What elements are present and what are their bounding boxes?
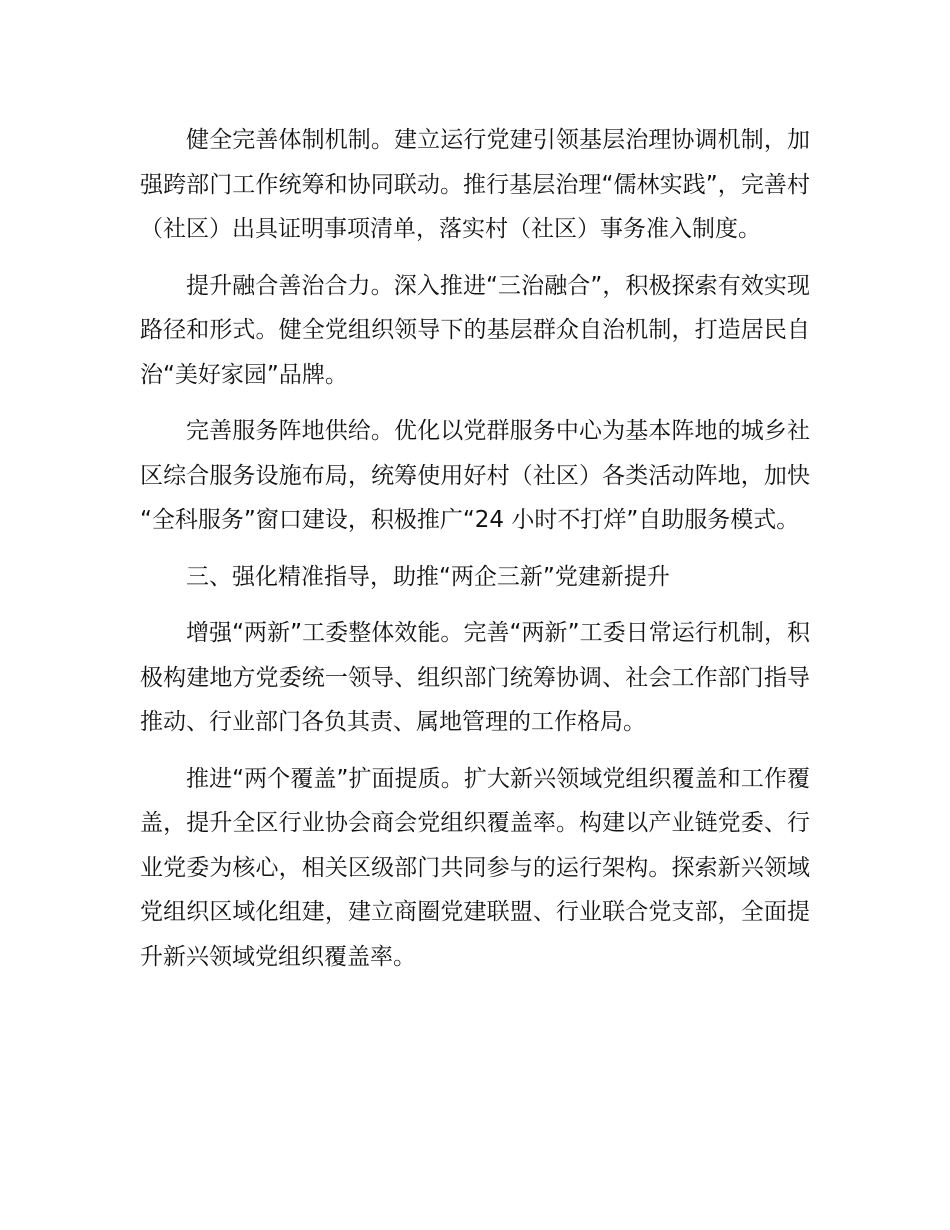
paragraph-governance-synergy: 提升融合善治合力。深入推进“三治融合”，积极探索有效实现路径和形式。健全党组织领导下的基层群众自治机制，打造居民自治“美好家园”品牌。 <box>140 272 810 388</box>
document-body <box>140 118 810 991</box>
paragraph-system-mechanism: 健全完善体制机制。建立运行党建引领基层治理协调机制，加强跨部门工作统筹和协同联动。推行基层治理“儒林实践”，完善村（社区）出具证明事项清单，落实村（社区）事务准入制度。 <box>140 127 810 242</box>
section-heading: 三、强化精准指导，助推“两企三新”党建新提升 <box>186 563 670 590</box>
paragraph-service-facilities: 完善服务阵地供给。优化以党群服务中心为基本阵地的城乡社区综合服务设施布局，统筹使用好村（社区）各类活动阵地，加快“全科服务”窗口建设，积极推广“24 小时不打烊”自助服务模式。 <box>140 418 810 533</box>
paragraph-working-committee: 增强“两新”工委整体效能。完善“两新”工委日常运行机制，积极构建地方党委统一领导、组织部门统筹协调、社会工作部门指导推动、行业部门各负其责、属地管理的工作格局。 <box>140 620 810 735</box>
paragraph-two-coverages: 推进“两个覆盖”扩面提质。扩大新兴领域党组织覆盖和工作覆盖，提升全区行业协会商会党组织覆盖率。构建以产业链党委、行业党委为核心，相关区级部门共同参与的运行架构。探索新兴领域党组织区域化组建，建立商圈党建联盟、行业联合党支部，全面提升新兴领域党组织覆盖率。 <box>140 765 810 970</box>
